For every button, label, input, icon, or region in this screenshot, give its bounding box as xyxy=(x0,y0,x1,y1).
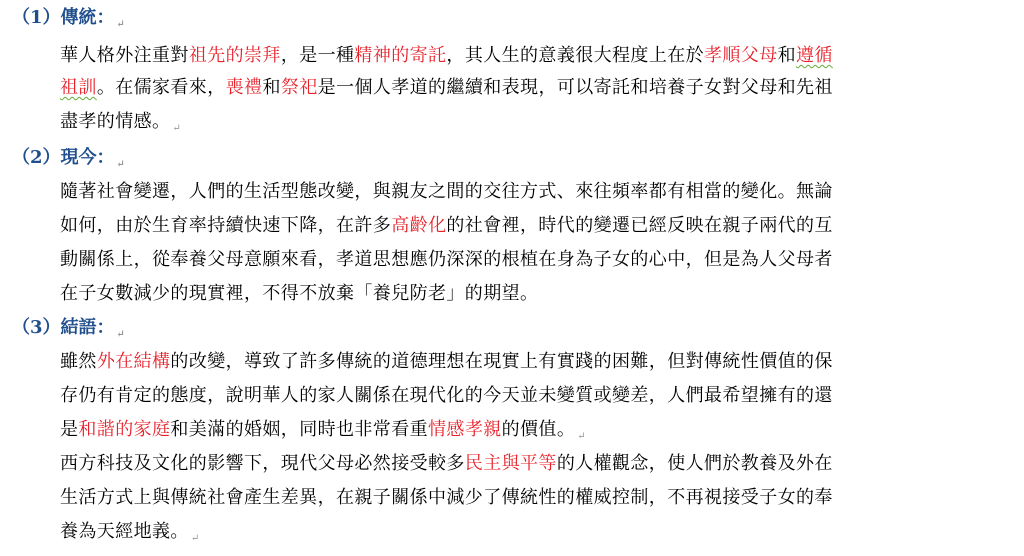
text-run: 養為天經地義。 xyxy=(60,521,189,542)
section-heading-2 xyxy=(12,146,125,177)
text-run: 動關係上，從奉養父母意願來看，孝道思想應仍深深的根植在身為子女的心中，但是為人父母者 xyxy=(60,249,833,270)
text-run: 華人格外注重對 xyxy=(60,45,189,66)
paragraph-mark-icon: ↵ xyxy=(577,431,587,442)
text-run: 是一個人孝道的繼續和表現，可以寄託和培養子女對父母和先祖 xyxy=(317,77,833,98)
text-run: 在子女數減少的現實裡，不得不放棄「養兒防老」的期望。 xyxy=(60,283,539,304)
paragraph-mark-icon: ↵ xyxy=(172,123,182,134)
text-run: 和 xyxy=(777,45,797,66)
text-run: 存仍有肯定的態度，說明華人的家人關係在現代化的今天並未變質或變差，人們最希望擁有的還 xyxy=(60,385,833,406)
paragraph-mark-icon: ↵ xyxy=(116,19,125,30)
text-line xyxy=(60,110,181,141)
highlighted-term: 喪禮 xyxy=(225,77,263,98)
text-run: 如何，由於生育率持續快速下降，在許多 xyxy=(60,215,392,236)
text-run: 的社會裡，時代的變遷已經反映在親子兩代的互 xyxy=(446,215,833,236)
text-line xyxy=(60,520,200,551)
text-run: 的改變，導致了許多傳統的道德理想在現實上有實踐的困難，但對傳統性價值的保 xyxy=(170,351,833,372)
text-run: 雖然 xyxy=(60,351,97,372)
text-run: 西方科技及文化的影響下，現代父母必然接受較多 xyxy=(60,453,465,474)
text-line xyxy=(60,248,833,272)
text-line xyxy=(60,452,833,476)
heading-text: （1）傳統： xyxy=(12,7,115,28)
highlighted-term: 祖先的崇拜 xyxy=(188,45,281,66)
paragraph-mark-icon: ↵ xyxy=(116,159,125,170)
text-run: 是 xyxy=(60,419,79,440)
text-run: ，是一種 xyxy=(280,45,355,66)
highlighted-term: 精神的寄託 xyxy=(354,45,447,66)
highlighted-term: 祖訓 xyxy=(60,77,97,98)
highlighted-term: 民主與平等 xyxy=(464,453,557,474)
text-line xyxy=(60,282,538,306)
text-run: 的人權觀念，使人們於教養及外在 xyxy=(556,453,833,474)
heading-text: （2）現今： xyxy=(12,147,115,168)
text-run: 生活方式上與傳統社會產生差異，在親子關係中減少了傳統性的權威控制，不再視接受子女的奉 xyxy=(60,487,833,508)
text-line xyxy=(60,384,833,408)
text-line xyxy=(60,486,833,510)
paragraph-mark-icon: ↵ xyxy=(190,533,200,544)
text-run: 盡孝的情感。 xyxy=(60,111,171,132)
text-run: 和美滿的婚姻，同時也非常看重 xyxy=(170,419,429,440)
paragraph-mark-icon: ↵ xyxy=(116,329,125,340)
highlighted-term: 祭祀 xyxy=(280,77,318,98)
text-run: 和 xyxy=(262,77,281,98)
text-line xyxy=(60,214,833,238)
text-line xyxy=(60,350,833,374)
highlighted-term: 外在結構 xyxy=(96,351,171,372)
section-heading-1 xyxy=(12,6,125,37)
highlighted-term: 情感孝親 xyxy=(428,419,502,440)
highlighted-term: 孝順父母 xyxy=(704,45,778,66)
highlighted-term: 遵循 xyxy=(796,45,833,66)
highlighted-term: 和諧的家庭 xyxy=(78,419,171,440)
text-run: 的價值。 xyxy=(501,419,576,440)
highlighted-term: 高齡化 xyxy=(391,215,447,236)
text-run: ，其人生的意義很大程度上在於 xyxy=(446,45,705,66)
text-run: 。在儒家看來， xyxy=(96,77,226,98)
text-line xyxy=(60,44,833,68)
text-line xyxy=(60,180,833,204)
text-line xyxy=(60,418,586,449)
text-line xyxy=(60,76,833,100)
text-run: 隨著社會變遷，人們的生活型態改變，與親友之間的交往方式、來往頻率都有相當的變化。無論 xyxy=(60,181,833,202)
heading-text: （3）結語： xyxy=(12,317,115,338)
section-heading-3 xyxy=(12,316,125,347)
